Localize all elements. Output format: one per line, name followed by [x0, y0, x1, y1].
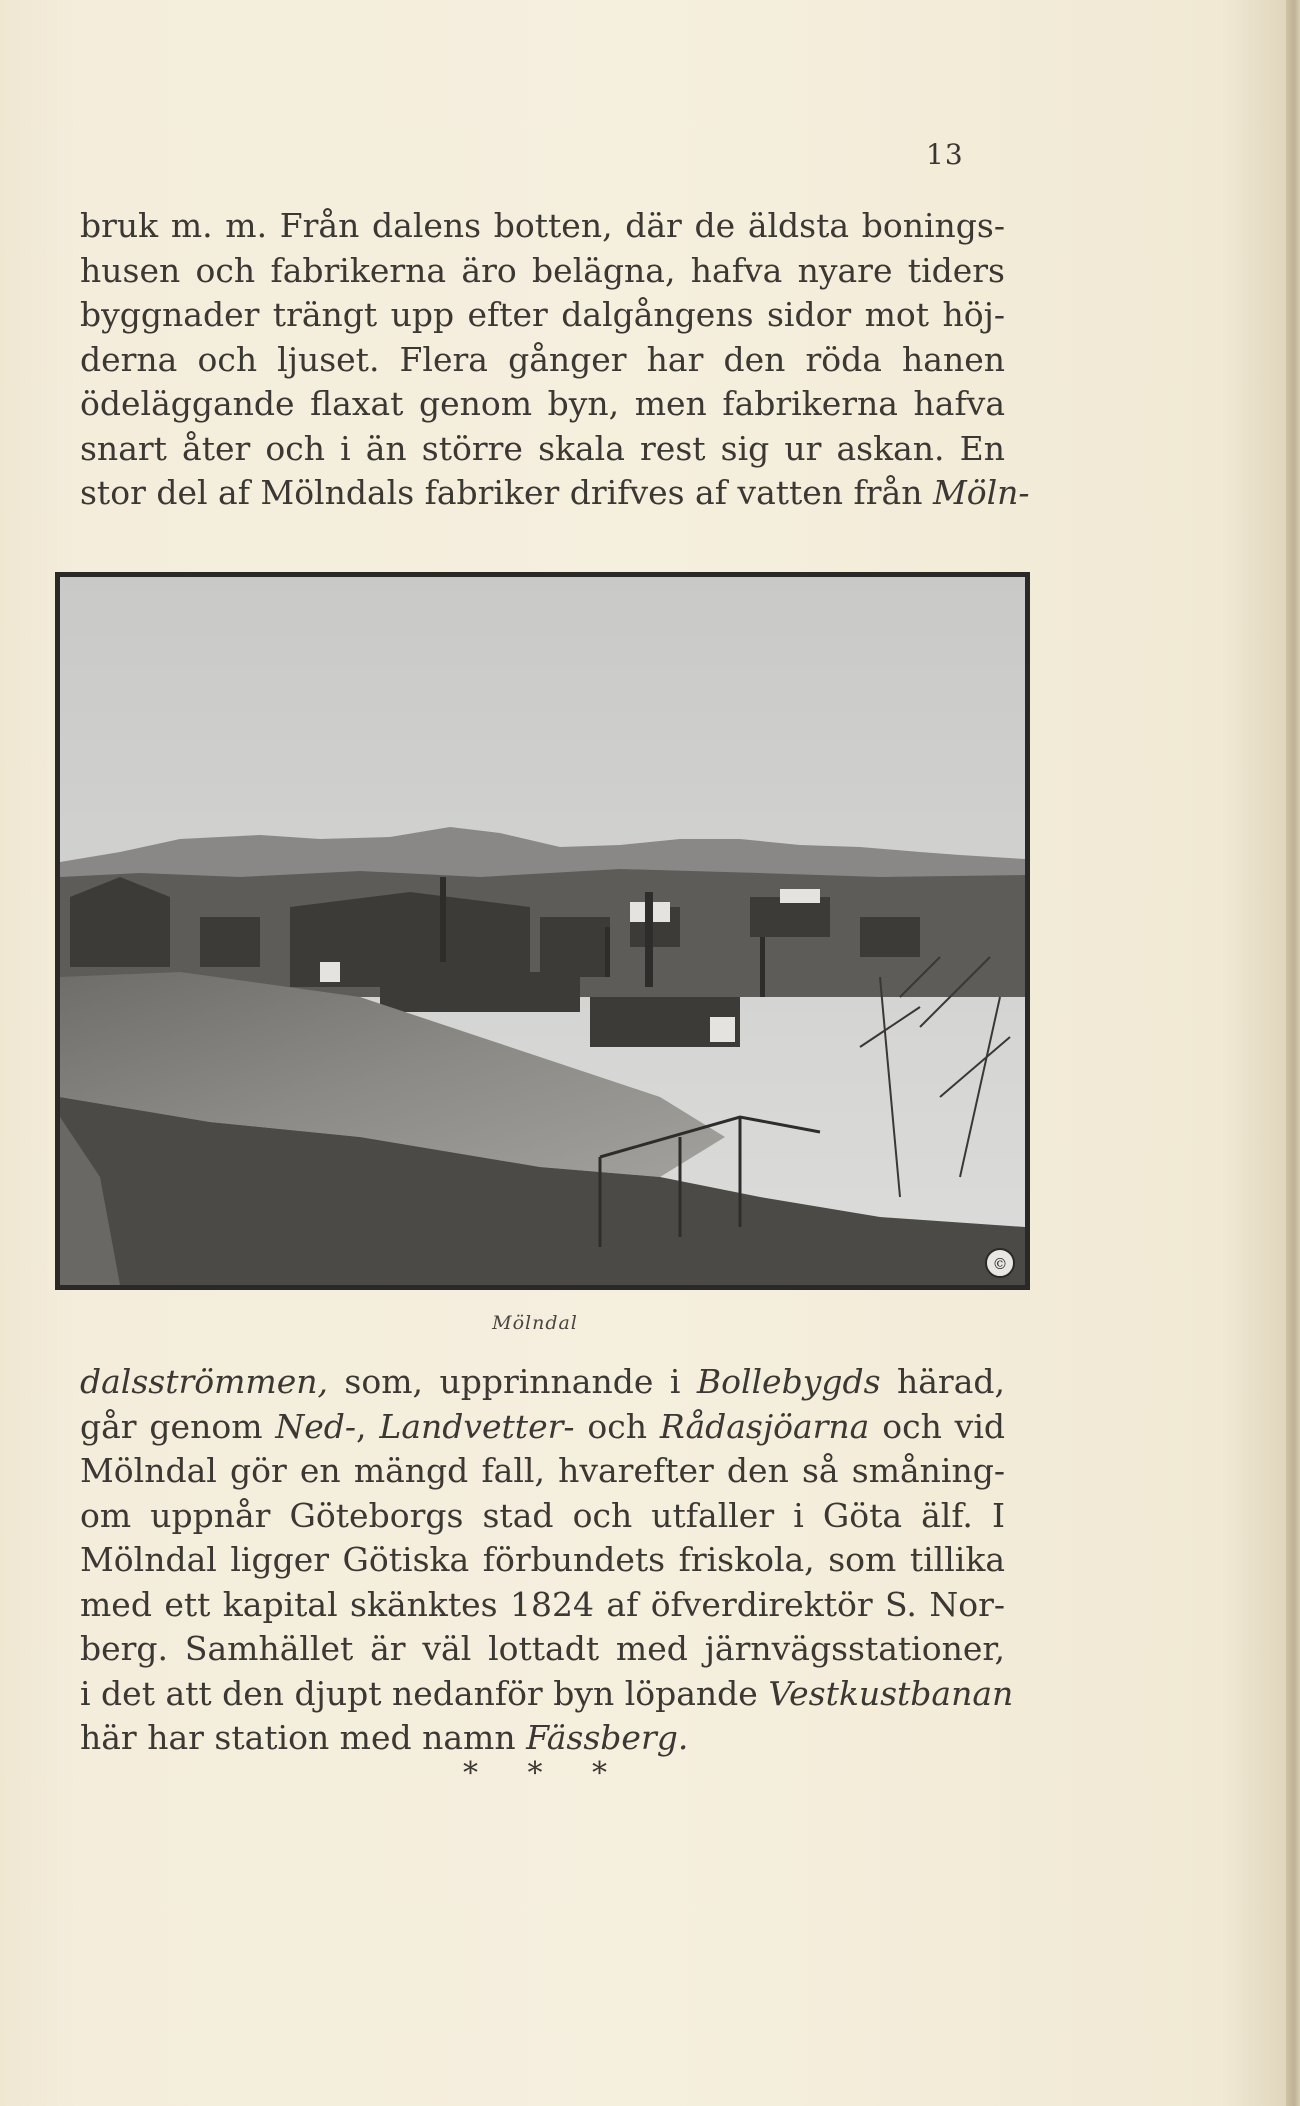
italic-place-name: Landvetter- — [379, 1406, 575, 1446]
text-line: berg. Samhället är väl lottadt med järnvägsstationer, — [80, 1629, 1005, 1668]
text-run: , — [356, 1406, 380, 1446]
page-edge — [1286, 0, 1300, 2106]
text-line — [80, 1360, 1005, 1405]
text-run: härad, — [880, 1362, 1005, 1401]
text-line — [80, 1716, 1005, 1761]
figure-caption: Mölndal — [492, 1312, 578, 1334]
italic-place-name: Möln- — [932, 473, 1030, 512]
photograph-molndal — [55, 572, 1030, 1290]
text-run: och — [574, 1406, 660, 1446]
svg-text:©: © — [992, 1255, 1008, 1273]
text-line: husen och fabrikerna äro belägna, hafva nyare tiders — [80, 250, 1005, 290]
text-line: derna och ljuset. Flera gånger har den röda hanen — [80, 339, 1005, 379]
text-line: bruk m. m. Från dalens botten, där de äldsta bonings- — [80, 206, 1005, 245]
text-line: ödeläggande flaxat genom byn, men fabrikerna hafva — [80, 384, 1005, 423]
publisher-stamp-icon — [986, 1249, 1014, 1277]
text-run: som, upprinnande i — [327, 1362, 697, 1401]
text-line: byggnader trängt upp efter dalgångens sidor mot höj- — [80, 295, 1005, 334]
text-line: med ett kapital skänktes 1824 af öfverdirektör S. Nor- — [80, 1584, 1005, 1624]
text-line — [80, 471, 1030, 516]
page-number: 13 — [926, 138, 964, 171]
text-line: Mölndal gör en mängd fall, hvarefter den så småning- — [80, 1451, 1005, 1490]
text-line: snart åter och i än större skala rest sig ur askan. En — [80, 428, 1005, 468]
text-line — [80, 1672, 1014, 1717]
italic-place-name: Bollebygds — [696, 1362, 881, 1401]
italic-place-name: Ned- — [275, 1406, 357, 1446]
text-line — [80, 1405, 1005, 1450]
italic-place-name: Vestkustbanan — [768, 1673, 1014, 1713]
text-line: om uppnår Göteborgs stad och utfaller i Göta älf. I — [80, 1495, 1005, 1535]
landscape-photo — [60, 577, 1025, 1285]
italic-place-name: Rådasjöarna — [659, 1406, 870, 1446]
text-run: i det att den djupt nedanför byn löpande — [80, 1673, 769, 1713]
text-run: går genom — [80, 1406, 276, 1446]
italic-place-name: Fässberg. — [526, 1718, 689, 1757]
paragraph-top — [80, 204, 1030, 516]
paragraph-bottom — [80, 1360, 1014, 1761]
text-run: och vid — [869, 1406, 1006, 1446]
text-run: här har station med namn — [80, 1718, 527, 1757]
text-run: stor del af Mölndals fabriker drifves af vatten från — [80, 473, 933, 512]
section-separator: * * * — [462, 1756, 608, 1791]
text-line: Mölndal ligger Götiska förbundets friskola, som tillika — [80, 1540, 1005, 1579]
italic-place-name: dalsströmmen, — [80, 1362, 328, 1401]
